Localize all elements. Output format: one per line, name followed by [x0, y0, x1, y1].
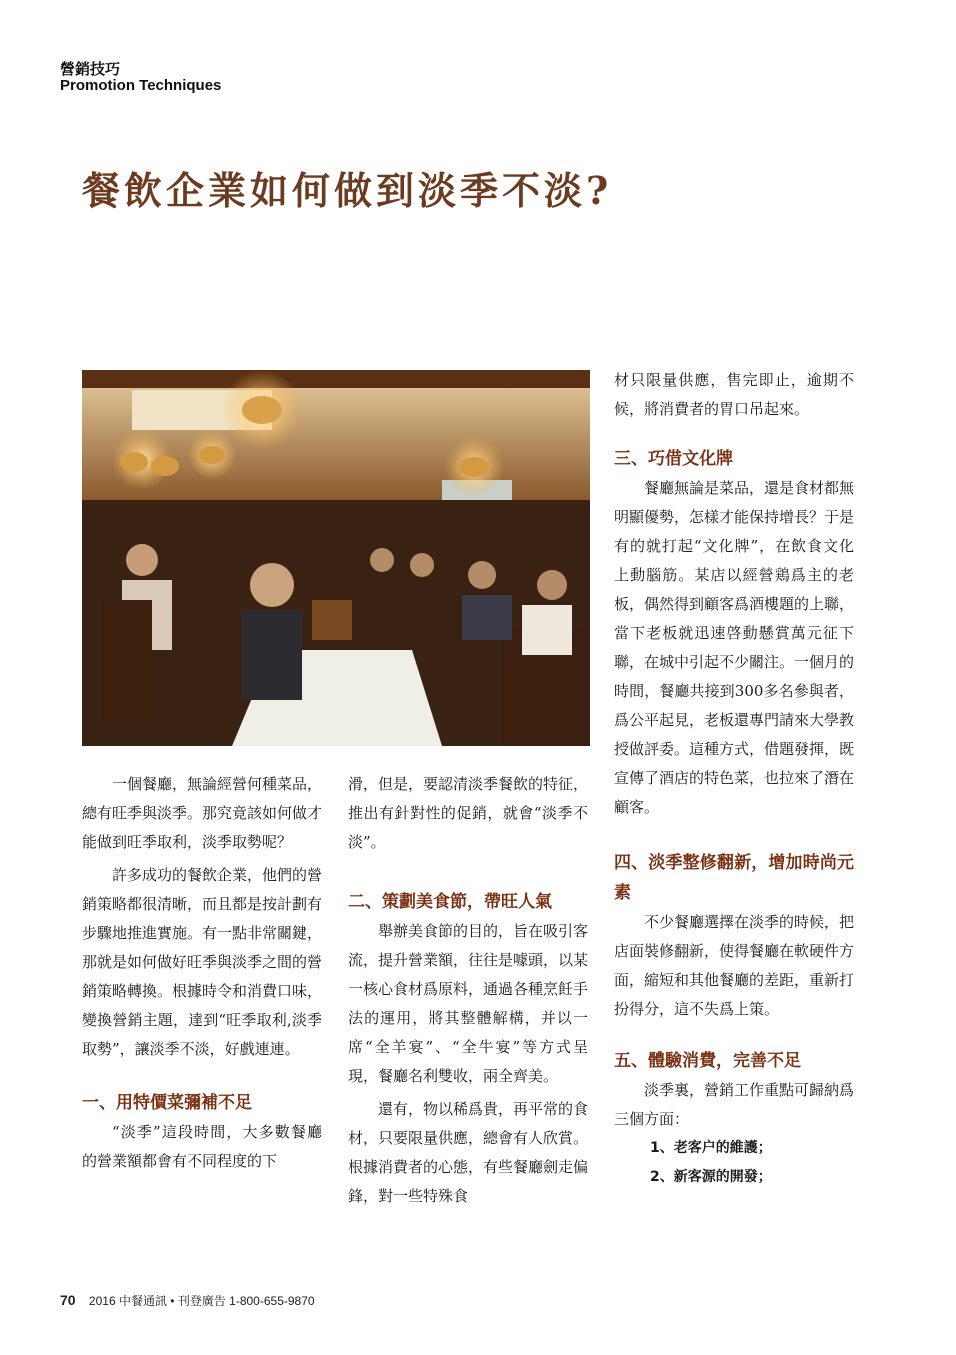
text-column-3	[614, 366, 854, 1192]
footer-text: 2016 中餐通訊 • 刊登廣告 1-800-655-9870	[88, 1294, 315, 1308]
subheading: 二、策劃美食節，帶旺人氣	[348, 892, 552, 912]
list-item: 1、老客户的維護；	[650, 1140, 772, 1156]
restaurant-photo	[82, 370, 590, 746]
text-column-2	[348, 770, 588, 1211]
paragraph: 餐廳無論是菜品，還是食材都無明顯優勢，怎樣才能保持增長？于是有的就打起“文化牌”，在飲食文化上動腦筋。某店以經營鶏爲主的老板，偶然得到顧客爲酒樓題的上聯，當下老板就迅速啓動懸賞萬元征下聯，在城中引起不少關注。一個月的時間，餐廳共接到300多名參與者，爲公平起見，老板還專門請來大學教授做評委。這種方式，借題發揮，既宣傳了酒店的特色菜，也拉來了潛在顧客。	[614, 479, 855, 816]
list-item: 2、新客源的開發；	[650, 1169, 772, 1185]
subheading: 一、用特價菜彌補不足	[82, 1093, 252, 1113]
paragraph: 不少餐廳選擇在淡季的時候，把店面裝修翻新，使得餐廳在軟硬件方面，縮短和其他餐廳的差距，重新打扮得分，這不失爲上策。	[614, 913, 855, 1018]
paragraph: 淡季裏，營銷工作重點可歸納爲三個方面：	[614, 1081, 855, 1128]
subheading: 三、巧借文化牌	[614, 449, 733, 469]
subheading: 四、淡季整修翻新，增加時尚元素	[614, 853, 854, 903]
paragraph: 一個餐廳，無論經營何種菜品，總有旺季與淡季。那究竟該如何做才能做到旺季取利，淡季取勢呢？	[82, 775, 323, 851]
paragraph: 材只限量供應，售完即止，逾期不候，將消費者的胃口吊起來。	[614, 371, 854, 418]
paragraph: 還有，物以稀爲貴，再平常的食材，只要限量供應，總會有人欣賞。根據消費者的心態，有些餐廳劍走偏鋒，對一些特殊食	[348, 1100, 589, 1205]
paragraph: 滑，但是，要認清淡季餐飲的特征，推出有針對性的促銷，就會“淡季不淡”。	[348, 775, 589, 851]
subheading: 五、體驗消費，完善不足	[614, 1051, 801, 1071]
article-title: 餐飲企業如何做到淡季不淡?	[82, 168, 613, 213]
page-number: 70	[60, 1292, 76, 1308]
page-footer	[60, 1292, 315, 1309]
paragraph: 許多成功的餐飲企業，他們的營銷策略都很清晰，而且都是按計劃有步驟地推進實施。有一點非常關鍵，那就是如何做好旺季與淡季之間的營銷策略轉換。根據時令和消費口味，變換營銷主題，達到“旺季取利,淡季取勢”，讓淡季不淡，好戲連連。	[82, 866, 323, 1058]
text-column-1	[82, 770, 322, 1176]
paragraph: 舉辦美食節的目的，旨在吸引客流，提升營業額，往往是噱頭，以某一核心食材爲原料，通過各種烹飪手法的運用，將其整體解構，并以一席“全羊宴”、“全牛宴”等方式呈現，餐廳名利雙收，兩全齊美。	[348, 922, 589, 1085]
section-label-en: Promotion Techniques	[60, 77, 222, 94]
section-label-cn: 營銷技巧	[60, 60, 121, 78]
paragraph: “淡季”這段時間，大多數餐廳的營業額都會有不同程度的下	[82, 1123, 322, 1170]
